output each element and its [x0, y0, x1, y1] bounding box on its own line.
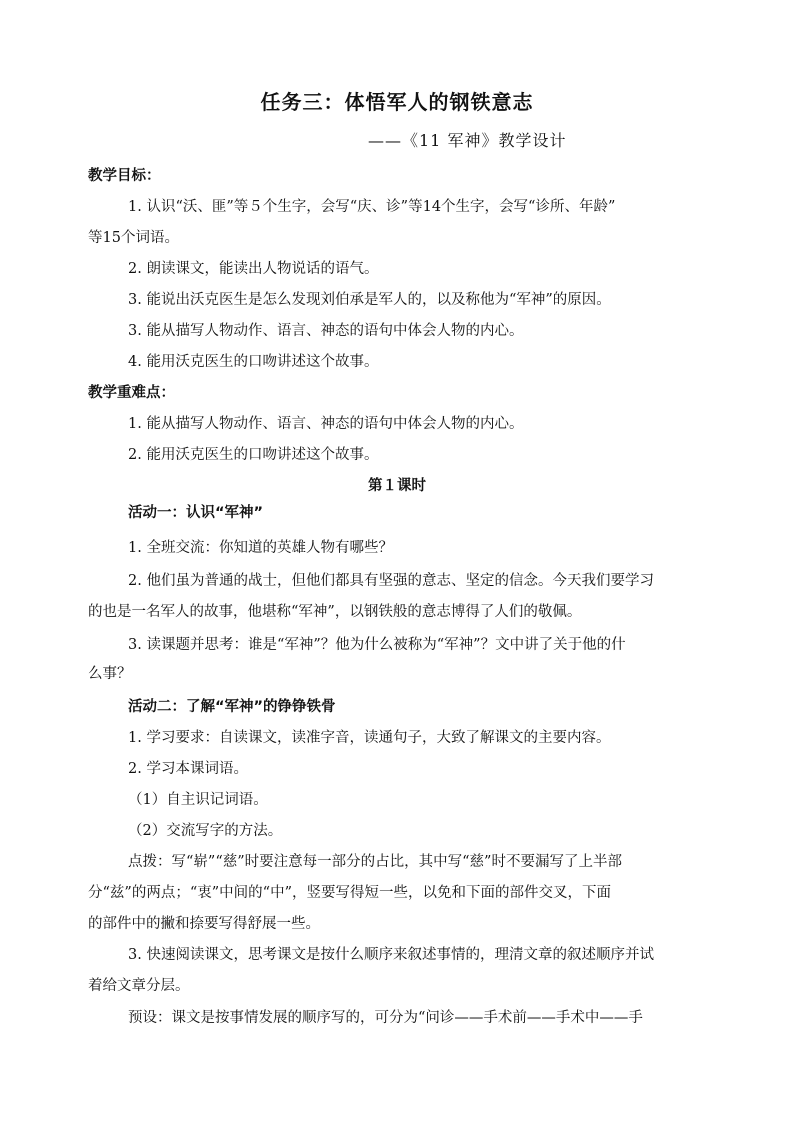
lesson-heading: 第１课时 [368, 478, 426, 494]
activity1-line: 的也是一名军人的故事，他堪称“军神”，以钢铁般的意志博得了人们的敬佩。 [88, 604, 582, 620]
activity2-heading: 活动二：了解“军神”的铮铮铁骨 [128, 699, 336, 715]
activity2-line: 预设：课文是按事情发展的顺序写的，可分为“问诊——手术前——手术中——手 [128, 1010, 643, 1026]
activity1-line: 3. 读课题并思考：谁是“军神”？他为什么被称为“军神”？文中讲了关于他的什 [128, 637, 626, 653]
document-title: 任务三：体悟军人的钢铁意志 [260, 90, 534, 114]
activity2-line: （1）自主识记词语。 [128, 792, 268, 808]
activity1-line: 1. 全班交流：你知道的英雄人物有哪些？ [128, 540, 393, 556]
objective-line: 4. 能用沃克医生的口吻讲述这个故事。 [128, 354, 379, 370]
objective-line: 1. 认识“沃、匪”等５个生字，会写“庆、诊”等14个生字，会写“诊所、年龄” [128, 199, 616, 215]
difficulty-line: 2. 能用沃克医生的口吻讲述这个故事。 [128, 447, 379, 463]
objective-line: 3. 能说出沃克医生是怎么发现刘伯承是军人的，以及称他为“军神”的原因。 [128, 292, 611, 308]
activity1-line: 2. 他们虽为普通的战士，但他们都具有坚强的意志、坚定的信念。今天我们要学习 [128, 573, 654, 589]
activity2-line: 3. 快速阅读课文，思考课文是按什么顺序来叙述事情的，理清文章的叙述顺序并试 [128, 947, 654, 963]
objective-line: 2. 朗读课文，能读出人物说话的语气。 [128, 261, 379, 277]
activity2-line: 分“兹”的两点；“衷”中间的“中”，竖要写得短一些，以免和下面的部件交叉，下面 [88, 885, 611, 901]
objective-line: 3. 能从描写人物动作、语言、神态的语句中体会人物的内心。 [128, 323, 524, 339]
document-subtitle: ——《11 军神》教学设计 [368, 131, 567, 150]
activity2-line: 1. 学习要求：自读课文，读准字音，读通句子，大致了解课文的主要内容。 [128, 730, 611, 746]
activity2-line: 点拨：写“崭”“慈”时要注意每一部分的占比，其中写“慈”时不要漏写了上半部 [128, 854, 622, 870]
objectives-heading: 教学目标： [88, 168, 161, 184]
activity1-heading: 活动一：认识“军神” [128, 505, 264, 521]
activity2-line: 的部件中的撇和捺要写得舒展一些。 [88, 916, 320, 932]
activity1-line: 么事？ [88, 666, 132, 682]
activity2-line: 2. 学习本课词语。 [128, 761, 248, 777]
objective-line: 等15个词语。 [88, 230, 179, 246]
difficulty-heading: 教学重难点： [88, 385, 175, 401]
difficulty-line: 1. 能从描写人物动作、语言、神态的语句中体会人物的内心。 [128, 416, 524, 432]
activity2-line: 着给文章分层。 [88, 978, 190, 994]
activity2-line: （2）交流写字的方法。 [128, 823, 283, 839]
